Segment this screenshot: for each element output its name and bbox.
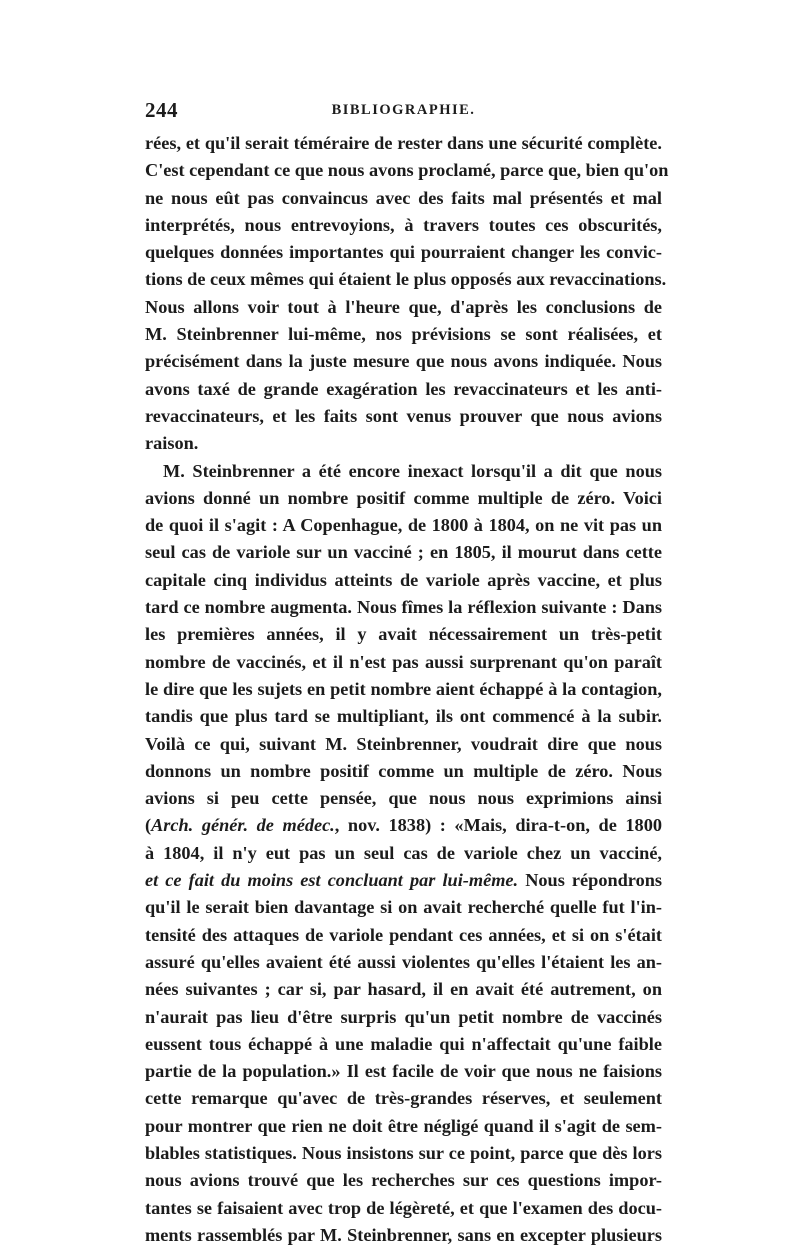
- text-line: Nous allons voir tout à l'heure que, d'après les conclusions de: [145, 296, 662, 317]
- text-line: [145, 867, 662, 894]
- text-line: ments rassemblés par M. Steinbrenner, sans en excepter plusieurs: [145, 1224, 662, 1245]
- text-line: ne nous eût pas convaincus avec des faits mal présentés et mal: [145, 187, 662, 208]
- text-line: partie de la population.» Il est facile de voir que nous ne faisions: [145, 1061, 662, 1082]
- text-line: pour montrer que rien ne doit être négligé quand il s'agit de sem-: [145, 1115, 662, 1136]
- text-line: qu'il le serait bien davantage si on avait recherché quelle fut l'in-: [145, 897, 662, 918]
- italic-fragment: et ce fait du moins est concluant par lui-même.: [145, 870, 519, 891]
- text-line: blables statistiques. Nous insistons sur ce point, parce que dès lors: [145, 1142, 662, 1163]
- text-line: assuré qu'elles avaient été aussi violentes qu'elles l'étaient les an-: [145, 951, 662, 972]
- book-page: [145, 98, 669, 1249]
- page-number: 244: [145, 98, 178, 122]
- text-line: quelques données importantes qui pourraient changer les convic-: [145, 242, 662, 263]
- text-line: tantes se faisaient avec trop de légèreté, et que l'examen des docu-: [145, 1197, 662, 1218]
- text-line: de quoi il s'agit : A Copenhague, de 1800 à 1804, on ne vit pas un: [145, 515, 662, 536]
- text-line: raison.: [145, 433, 199, 454]
- text-line: avons taxé de grande exagération les revaccinateurs et les anti-: [145, 378, 662, 399]
- text-line: à 1804, il n'y eut pas un seul cas de variole chez un vacciné,: [145, 842, 662, 863]
- running-head: BIBLIOGRAPHIE.: [331, 102, 476, 118]
- text-line: nombre de vaccinés, et il n'est pas aussi surprenant qu'on paraît: [145, 651, 662, 672]
- text-line: les premières années, il y avait nécessairement un très-petit: [145, 624, 662, 645]
- text-line: tandis que plus tard se multipliant, ils ont commencé à la subir.: [145, 706, 662, 727]
- text-line: donnons un nombre positif comme un multiple de zéro. Nous: [145, 760, 662, 781]
- text-line: rées, et qu'il serait téméraire de rester dans une sécurité complète.: [145, 133, 662, 153]
- text-line: avions si peu cette pensée, que nous nous exprimions ainsi: [145, 788, 662, 809]
- text-line: avions donné un nombre positif comme multiple de zéro. Voici: [145, 487, 662, 508]
- text-fragment: , nov. 1838) : «Mais, dira-t-on, de 1800: [334, 815, 662, 836]
- text-line: revaccinateurs, et les faits sont venus prouver que nous avions: [145, 405, 662, 426]
- text-line: capitale cinq individus atteints de variole après vaccine, et plus: [145, 569, 662, 590]
- text-line: nous avions trouvé que les recherches sur ces questions impor-: [145, 1170, 662, 1191]
- text-line: interprétés, nous entrevoyions, à travers toutes ces obscurités,: [145, 214, 662, 235]
- text-line: tard ce nombre augmenta. Nous fîmes la réflexion suivante : Dans: [145, 597, 662, 618]
- text-line: n'aurait pas lieu d'être surpris qu'un petit nombre de vaccinés: [145, 1006, 662, 1027]
- text-line: tions de ceux mêmes qui étaient le plus opposés aux revaccinations.: [145, 269, 667, 290]
- text-line: le dire que les sujets en petit nombre aient échappé à la contagion,: [145, 678, 662, 699]
- text-line: cette remarque qu'avec de très-grandes réserves, et seulement: [145, 1088, 662, 1109]
- italic-fragment: Arch. génér. de médec.: [151, 815, 335, 836]
- text-line: nées suivantes ; car si, par hasard, il en avait été autrement, on: [145, 979, 662, 1000]
- text-line: tensité des attaques de variole pendant ces années, et si on s'était: [145, 924, 662, 945]
- text-line: seul cas de variole sur un vacciné ; en 1805, il mourut dans cette: [145, 542, 662, 563]
- text-fragment: Nous répondrons: [518, 870, 662, 891]
- text-line: M. Steinbrenner lui-même, nos prévisions se sont réalisées, et: [145, 324, 662, 345]
- text-line: précisément dans la juste mesure que nous avons indiquée. Nous: [145, 351, 662, 372]
- text-line: Voilà ce qui, suivant M. Steinbrenner, voudrait dire que nous: [145, 733, 662, 754]
- page-header: [145, 98, 662, 126]
- text-line: eussent tous échappé à une maladie qui n'affectait qu'une faible: [145, 1033, 662, 1054]
- text-line: M. Steinbrenner a été encore inexact lorsqu'il a dit que nous: [163, 460, 662, 481]
- text-line: [145, 812, 662, 839]
- text-line: C'est cependant ce que nous avons proclamé, parce que, bien qu'on: [145, 160, 669, 181]
- body-text: [145, 130, 669, 1249]
- text-fragment: (: [145, 815, 152, 836]
